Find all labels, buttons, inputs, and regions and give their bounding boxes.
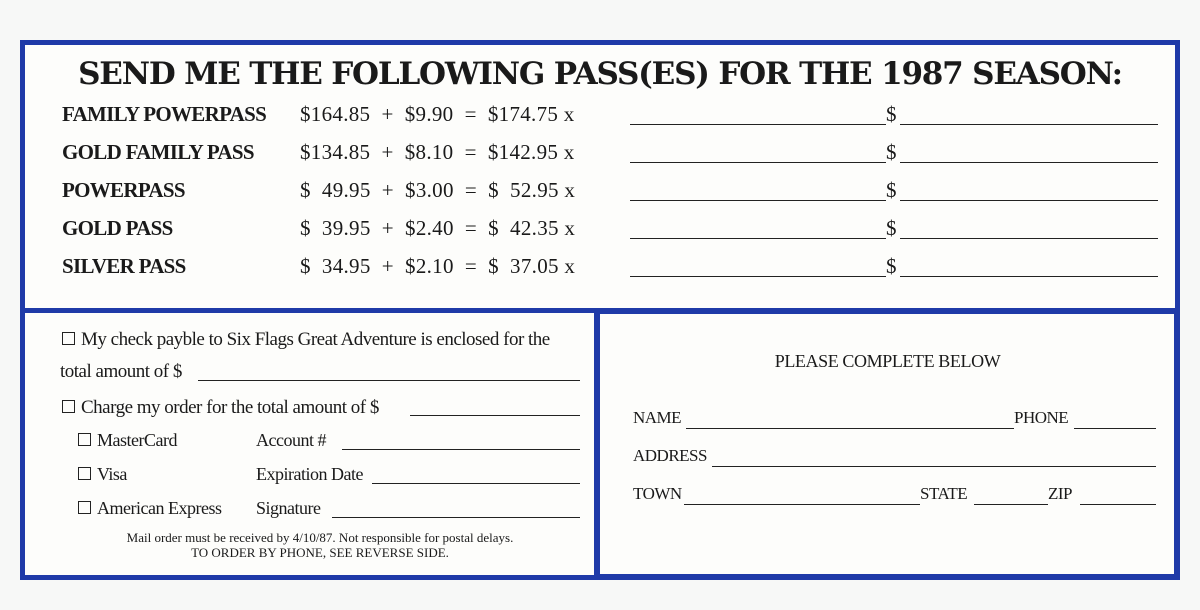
card-label: American Express xyxy=(97,498,222,518)
pass-price-formula: $ 49.95 + $3.00 = $ 52.95 x xyxy=(300,178,576,202)
amount-field[interactable] xyxy=(900,124,1158,125)
mastercard-checkbox[interactable] xyxy=(78,433,91,446)
name-field[interactable] xyxy=(686,428,1014,429)
quantity-field[interactable] xyxy=(630,162,886,163)
dollar-sign: $ xyxy=(886,216,897,240)
zip-field[interactable] xyxy=(1080,504,1156,505)
visa-checkbox[interactable] xyxy=(78,467,91,480)
dollar-sign: $ xyxy=(886,140,897,164)
phone-field[interactable] xyxy=(1074,428,1156,429)
town-label: TOWN xyxy=(633,484,682,503)
charge-checkbox[interactable] xyxy=(62,400,75,413)
pass-name: GOLD PASS xyxy=(62,216,173,240)
dollar-sign: $ xyxy=(886,102,897,126)
charge-option-label: Charge my order for the total amount of $ xyxy=(81,397,379,418)
zip-label: ZIP xyxy=(1048,484,1072,503)
expiration-field[interactable] xyxy=(372,483,580,484)
card-label: MasterCard xyxy=(97,430,177,450)
amount-field[interactable] xyxy=(900,162,1158,163)
charge-amount-field[interactable] xyxy=(410,415,580,416)
pass-row-gold-pass xyxy=(62,216,1162,246)
pass-name: GOLD FAMILY PASS xyxy=(62,140,254,164)
quantity-field[interactable] xyxy=(630,124,886,125)
contact-heading: PLEASE COMPLETE BELOW xyxy=(774,351,1001,371)
check-checkbox[interactable] xyxy=(62,332,75,345)
pass-row-family-powerpass xyxy=(62,102,1162,132)
dollar-sign: $ xyxy=(886,254,897,278)
name-label: NAME xyxy=(633,408,682,427)
quantity-field[interactable] xyxy=(630,200,886,201)
address-field[interactable] xyxy=(712,466,1156,467)
pass-row-silver-pass xyxy=(62,254,1162,284)
signature-label: Signature xyxy=(256,498,321,518)
phone-label: PHONE xyxy=(1014,408,1069,427)
expiration-label: Expiration Date xyxy=(256,464,363,484)
quantity-field[interactable] xyxy=(630,276,886,277)
mail-deadline-text: Mail order must be received by 4/10/87. Not responsible for postal delays. xyxy=(126,530,514,545)
mail-order-note xyxy=(60,530,580,560)
amount-field[interactable] xyxy=(900,200,1158,201)
pass-price-formula: $164.85 + $9.90 = $174.75 x xyxy=(300,102,575,126)
dollar-sign: $ xyxy=(886,178,897,202)
pass-row-powerpass xyxy=(62,178,1162,208)
pass-price-formula: $134.85 + $8.10 = $142.95 x xyxy=(300,140,575,164)
pass-price-formula: $ 39.95 + $2.40 = $ 42.35 x xyxy=(300,216,576,240)
pass-name: FAMILY POWERPASS xyxy=(62,102,267,126)
account-label: Account # xyxy=(256,430,326,450)
check-amount-field[interactable] xyxy=(198,380,580,381)
form-title: SEND ME THE FOLLOWING PASS(ES) FOR THE 1987 SEASON: xyxy=(78,56,1122,92)
pass-row-gold-family-pass xyxy=(62,140,1162,170)
card-option-amex xyxy=(78,498,221,519)
card-option-mastercard xyxy=(78,430,177,451)
pass-price-formula: $ 34.95 + $2.10 = $ 37.05 x xyxy=(300,254,576,278)
phone-order-text: TO ORDER BY PHONE, SEE REVERSE SIDE. xyxy=(191,545,449,560)
card-option-visa xyxy=(78,464,127,485)
state-label: STATE xyxy=(920,484,968,503)
amount-field[interactable] xyxy=(900,276,1158,277)
pass-name: SILVER PASS xyxy=(62,254,186,278)
amount-field[interactable] xyxy=(900,238,1158,239)
check-option xyxy=(62,329,550,351)
account-field[interactable] xyxy=(342,449,580,450)
check-amount-label: total amount of $ xyxy=(60,361,182,382)
pass-name: POWERPASS xyxy=(62,178,185,202)
address-label: ADDRESS xyxy=(633,446,707,465)
signature-field[interactable] xyxy=(332,517,580,518)
quantity-field[interactable] xyxy=(630,238,886,239)
card-label: Visa xyxy=(97,464,127,484)
state-field[interactable] xyxy=(974,504,1048,505)
charge-option xyxy=(62,397,379,419)
town-field[interactable] xyxy=(684,504,920,505)
amex-checkbox[interactable] xyxy=(78,501,91,514)
check-option-label: My check payble to Six Flags Great Adventure is enclosed for the xyxy=(81,329,550,350)
